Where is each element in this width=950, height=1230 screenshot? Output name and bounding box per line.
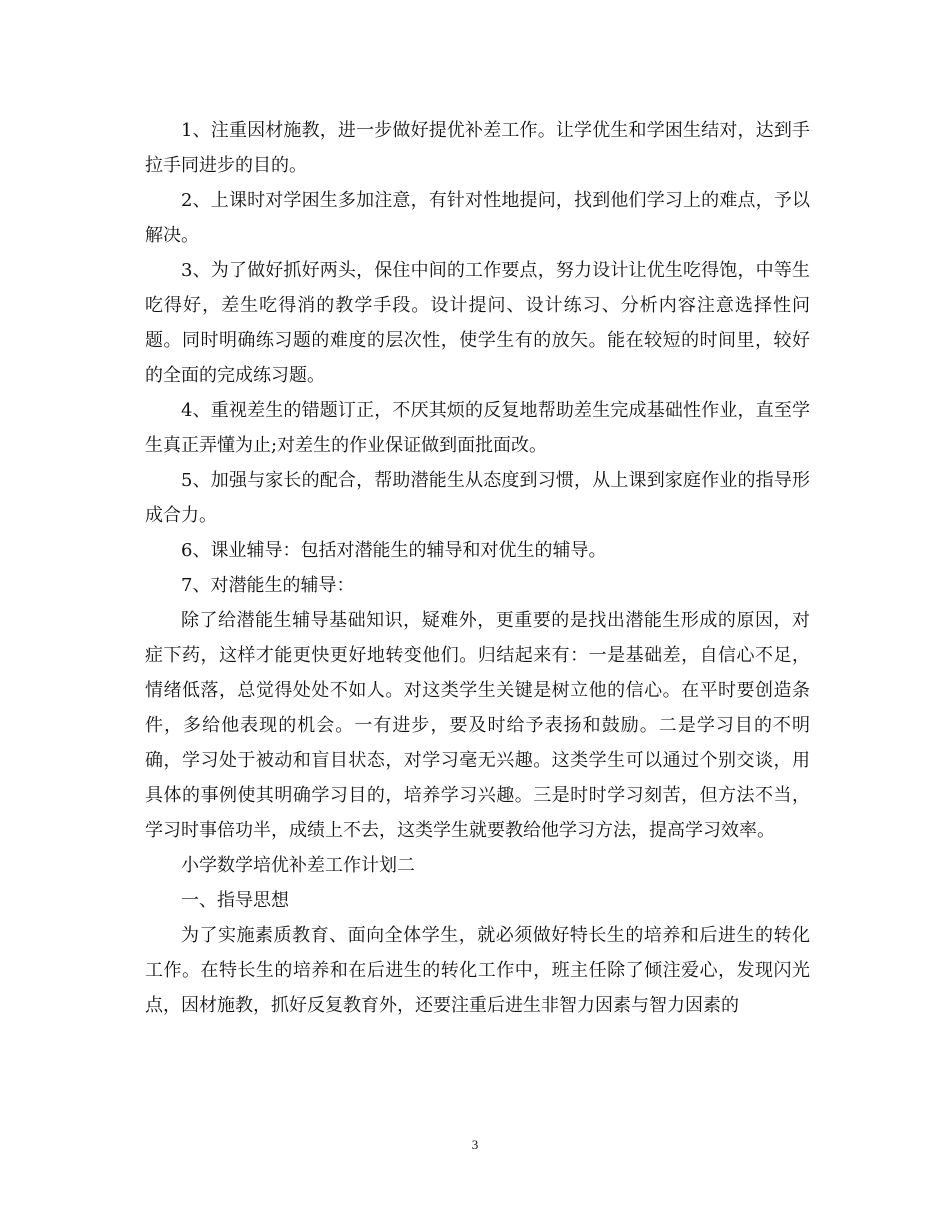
paragraph-6: 6、课业辅导：包括对潜能生的辅导和对优生的辅导。 [181, 540, 607, 561]
paragraph-3: 3、为了做好抓好两头，保住中间的工作要点，努力设计让优生吃得饱，中等生吃得好，差生吃得消的教学手段。设计提问、设计练习、分析内容注意选择性问题。同时明确练习题的难度的层次性，使学生有的放矢。能在较短的时间里，较好的全面的完成练习题。 [145, 260, 810, 386]
section-title: 小学数学培优补差工作计划二 [181, 855, 415, 876]
paragraph-8: 除了给潜能生辅导基础知识，疑难外，更重要的是找出潜能生形成的原因，对症下药，这样才能更快更好地转变他们。归结起来有：一是基础差，自信心不足，情绪低落，总觉得处处不如人。对这类学生关键是树立他的信心。在平时要创造条件，多给他表现的机会。一有进步，要及时给予表扬和鼓励。二是学习目的不明确，学习处于被动和盲目状态，对学习毫无兴趣。这类学生可以通过个别交谈，用具体的事例使其明确学习目的，培养学习兴趣。三是时时学习刻苦，但方法不当，学习时事倍功半，成绩上不去，这类学生就要教给他学习方法，提高学习效率。 [145, 610, 810, 841]
paragraph-1: 1、注重因材施教，进一步做好提优补差工作。让学优生和学困生结对，达到手拉手同进步的目的。 [145, 120, 810, 176]
page-number: 3 [471, 1137, 479, 1152]
paragraph-4: 4、重视差生的错题订正，不厌其烦的反复地帮助差生完成基础性作业，直至学生真正弄懂为止;对差生的作业保证做到面批面改。 [145, 400, 810, 456]
paragraph-2: 2、上课时对学困生多加注意，有针对性地提问，找到他们学习上的难点，予以解决。 [145, 190, 810, 246]
paragraph-7: 7、对潜能生的辅导： [181, 575, 355, 596]
section-heading: 一、指导思想 [181, 890, 289, 911]
paragraph-9: 为了实施素质教育、面向全体学生，就必须做好特长生的培养和后进生的转化工作。在特长生的培养和在后进生的转化工作中，班主任除了倾注爱心，发现闪光点，因材施教，抓好反复教育外，还要注重后进生非智力因素与智力因素的 [145, 925, 810, 1016]
document-body [145, 113, 810, 1023]
paragraph-5: 5、加强与家长的配合，帮助潜能生从态度到习惯，从上课到家庭作业的指导形成合力。 [145, 470, 810, 526]
